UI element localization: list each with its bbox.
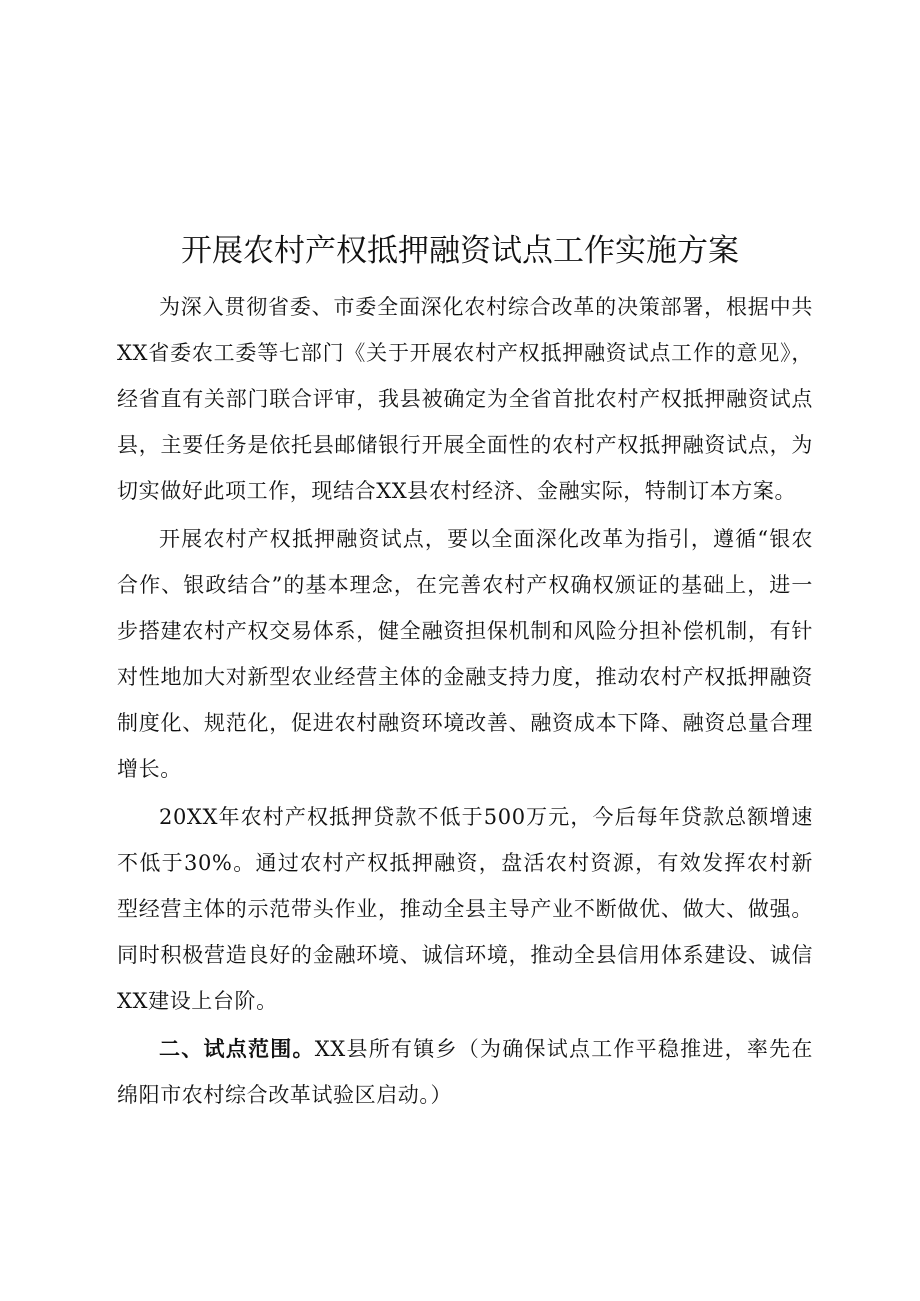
document-body (117, 284, 813, 1118)
paragraph-intro-text: 为深入贯彻省委、市委全面深化农村综合改革的决策部署，根据中共XX省委农工委等七部门《关于开展农村产权抵押融资试点工作的意见》，经省直有关部门联合评审，我县被确定为全省首批农村产权抵押融资试点县，主要任务是依托县邮储银行开展全面性的农村产权抵押融资试点，为切实做好此项工作，现结合XX县农村经济、金融实际，特制订本方案。 (117, 295, 813, 503)
document-title: 开展农村产权抵押融资试点工作实施方案 (181, 233, 739, 269)
paragraph-targets-text: 20XX年农村产权抵押贷款不低于500万元，今后每年贷款总额增速不低于30%。通过农村产权抵押融资，盘活农村资源，有效发挥农村新型经营主体的示范带头作业，推动全县主导产业不断做优、做大、做强。同时积极营造良好的金融环境、诚信环境，推动全县信用体系建设、诚信XX建设上台阶。 (117, 805, 813, 1013)
paragraph-scope-heading: 二、试点范围。 (159, 1037, 315, 1061)
paragraph-intro (117, 284, 813, 514)
paragraph-targets (117, 794, 813, 1024)
paragraph-principles-text: 开展农村产权抵押融资试点，要以全面深化改革为指引，遵循“银农合作、银政结合”的基本理念，在完善农村产权确权颁证的基础上，进一步搭建农村产权交易体系，健全融资担保机制和风险分担补偿机制，有针对性地加大对新型农业经营主体的金融支持力度，推动农村产权抵押融资制度化、规范化，促进农村融资环境改善、融资成本下降、融资总量合理增长。 (117, 527, 813, 781)
paragraph-principles (117, 516, 813, 792)
paragraph-scope (117, 1026, 813, 1118)
paragraph-scope-text: XX县所有镇乡（为确保试点工作平稳推进，率先在绵阳市农村综合改革试验区启动。） (117, 1037, 814, 1107)
